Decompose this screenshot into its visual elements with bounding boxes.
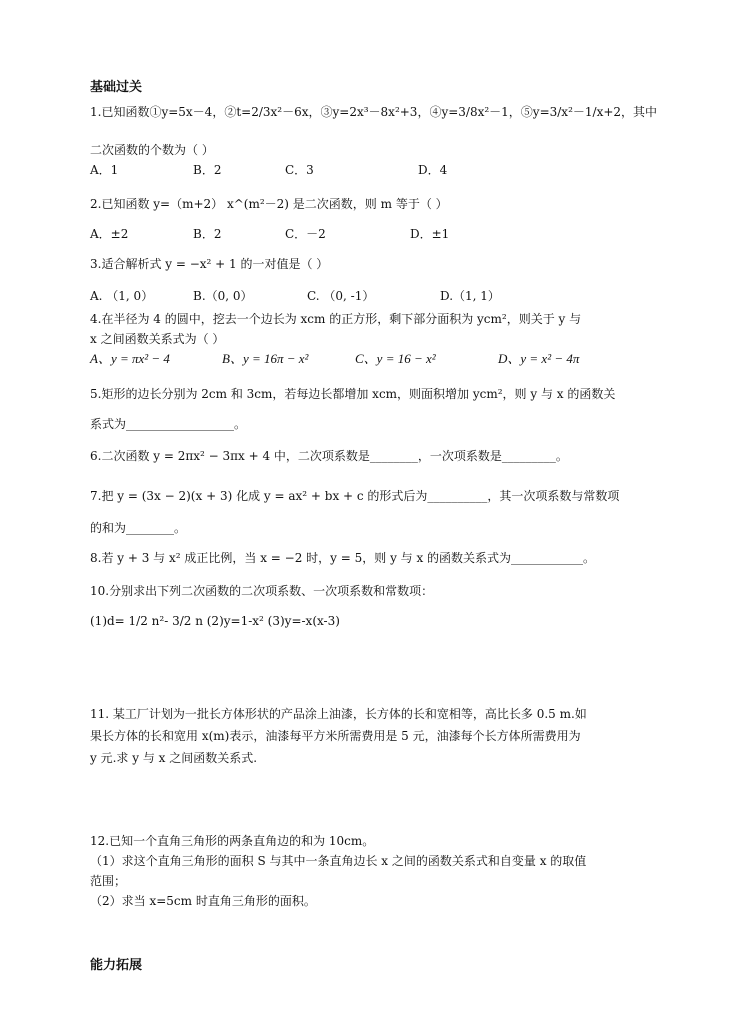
question-4-option-a: A、y = πx² − 4	[90, 351, 170, 366]
question-5-line-1: 5.矩形的边长分别为 2cm 和 3cm，若每边长都增加 xcm，则面积增加 ycm²，则 y 与 x 的函数关	[90, 387, 616, 401]
question-1-option-d: D．4	[418, 163, 448, 177]
question-12-line-3: 范围；	[90, 874, 127, 888]
question-4-option-c: C、y = 16 − x²	[355, 351, 436, 366]
question-10-line-1: 10.分别求出下列二次函数的二次项系数、一次项系数和常数项：	[90, 584, 434, 598]
question-2-option-c: C．－2	[285, 227, 326, 241]
question-1-option-a: A．1	[90, 163, 119, 177]
section-heading-basic: 基础过关	[90, 80, 143, 95]
question-4-option-b: B、y = 16π − x²	[222, 351, 309, 366]
question-2-option-b: B．2	[193, 227, 222, 241]
question-6-line-1: 6.二次函数 y = 2πx² − 3πx + 4 中，二次项系数是________，一次项系数是_________。	[90, 449, 568, 463]
question-7-line-2: 的和为________。	[90, 521, 187, 535]
question-10-line-2: (1)d= 1/2 n²- 3/2 n (2)y=1-x² (3)y=-x(x-3)	[90, 614, 340, 628]
question-7-line-1: 7.把 y = (3x − 2)(x + 3) 化成 y = ax² + bx + c 的形式后为__________，其一次项系数与常数项	[90, 489, 620, 503]
question-11-line-3: y 元.求 y 与 x 之间函数关系式.	[90, 751, 258, 765]
question-11-line-2: 果长方体的长和宽用 x(m)表示，油漆每平方米所需费用是 5 元，油漆每个长方体所需费用为	[90, 729, 581, 743]
question-1-option-b: B．2	[193, 163, 222, 177]
question-1-line-1: 1.已知函数①y=5x－4，②t=2/3x²－6x，③y=2x³－8x²+3，④y=3/8x²－1，⑤y=3/x²－1/x+2，其中	[90, 105, 658, 119]
question-3-line-1: 3.适合解析式 y = −x² + 1 的一对值是（ ）	[90, 257, 329, 271]
question-8-line-1: 8.若 y + 3 与 x² 成正比例，当 x = −2 时，y = 5，则 y 与 x 的函数关系式为____________。	[90, 551, 596, 565]
question-4-line-1: 4.在半径为 4 的圆中，挖去一个边长为 xcm 的正方形，剩下部分面积为 ycm²，则关于 y 与	[90, 312, 582, 326]
question-11-line-1: 11. 某工厂计划为一批长方体形状的产品涂上油漆，长方体的长和宽相等，高比长多 0.5 m.如	[90, 707, 587, 721]
question-2-line-1: 2.已知函数 y=（m+2） x^(m²－2) 是二次函数，则 m 等于（ ）	[90, 197, 448, 211]
question-1-option-c: C．3	[285, 163, 314, 177]
question-3-option-b: B.（0, 0）	[193, 289, 253, 303]
question-12-line-4: （2）求当 x=5cm 时直角三角形的面积。	[90, 894, 316, 908]
question-3-option-a: A. （1, 0）	[90, 289, 154, 303]
section-heading-extension: 能力拓展	[90, 958, 143, 973]
question-3-option-c: C. （0, -1）	[307, 289, 375, 303]
question-3-option-d: D.（1, 1）	[440, 289, 500, 303]
question-2-option-d: D．±1	[410, 227, 450, 241]
question-12-line-1: 12.已知一个直角三角形的两条直角边的和为 10cm。	[90, 834, 375, 848]
question-2-option-a: A．±2	[90, 227, 129, 241]
question-4-option-d: D、y = x² − 4π	[498, 351, 580, 366]
question-4-line-2: x 之间函数关系式为（ ）	[90, 332, 225, 346]
question-5-line-2: 系式为__________________。	[90, 417, 247, 431]
question-1-line-2: 二次函数的个数为（ ）	[90, 143, 214, 157]
question-12-line-2: （1）求这个直角三角形的面积 S 与其中一条直角边长 x 之间的函数关系式和自变量 x 的取值	[90, 854, 587, 868]
